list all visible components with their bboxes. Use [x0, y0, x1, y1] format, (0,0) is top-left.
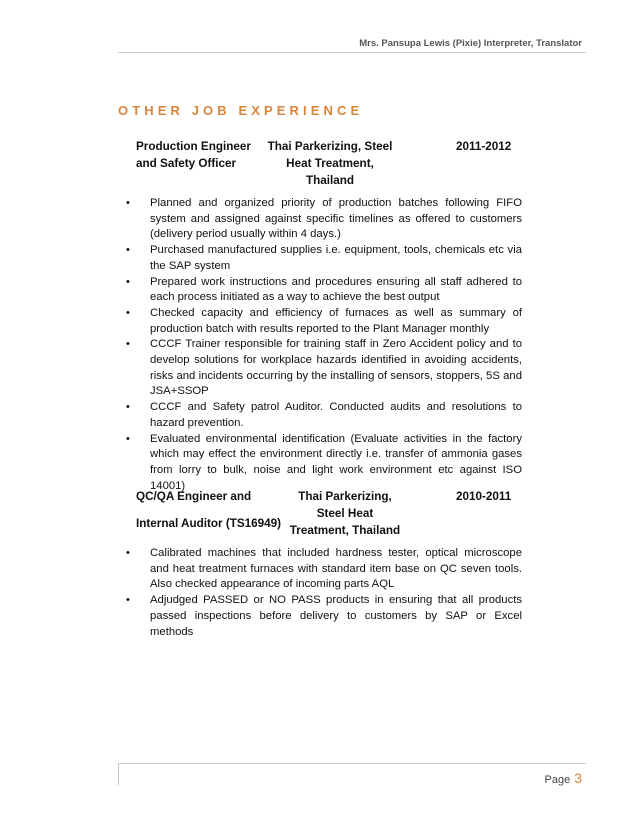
bullet-icon: • — [126, 197, 130, 209]
job-title-line: and Safety Officer — [136, 157, 237, 170]
list-item-text: CCCF Trainer responsible for training staff in Zero Accident policy and to develop solutions for workplace hazards identified in avoiding accidents, risks and incidents occurring by the installing of sensors, stoppers, 5S and JSA+SSOP — [150, 338, 522, 398]
page-header: Mrs. Pansupa Lewis (Pixie) Interpreter, Translator — [359, 38, 582, 49]
page-number — [545, 770, 583, 786]
list-item-text: Purchased manufactured supplies i.e. equipment, tools, chemicals etc via the SAP system — [150, 244, 522, 272]
list-item-text: Calibrated machines that included hardness tester, optical microscope and heat treatment furnaces with standard item base on QC seven tools. Also checked appearance of incoming parts AQL — [150, 547, 522, 591]
job-entry — [118, 138, 526, 188]
list-item-text: Evaluated environmental identification (Evaluate activities in the factory which may effect the environment directly i.e. transfer of ammonia gases from lorry to bulk, noise and light work environment etc against ISO 14001) — [150, 432, 522, 492]
header-divider — [118, 52, 586, 53]
job-header-row — [118, 138, 526, 188]
job-company-line: Steel Heat — [316, 507, 374, 520]
job-header-row — [118, 488, 526, 538]
list-item — [126, 400, 522, 431]
bullet-icon: • — [126, 432, 130, 445]
job-dates: 2010-2011 — [456, 490, 512, 503]
list-item — [126, 546, 522, 593]
bullet-icon: • — [126, 244, 130, 257]
list-item-text: Checked capacity and efficiency of furnaces as well as summary of production batch with results reported to the Plant Manager monthly — [150, 306, 522, 335]
job-duties-list — [126, 196, 522, 494]
list-item-text: Prepared work instructions and procedures ensuring all staff adhered to each process initiated as a way to achieve the best output — [150, 275, 522, 304]
job-company-line: Treatment, Thailand — [289, 524, 401, 537]
bullet-icon: • — [126, 338, 130, 351]
job-title-line: Internal Auditor (TS16949) — [136, 517, 282, 530]
list-item — [126, 432, 522, 495]
job-entry — [118, 488, 526, 538]
job-duties-list — [126, 546, 522, 640]
job-dates: 2011-2012 — [456, 140, 512, 153]
job-company-line: Thai Parkerizing, — [298, 490, 392, 503]
page-label: Page — [544, 774, 571, 786]
section-title: OTHER JOB EXPERIENCE — [118, 103, 364, 118]
bullet-icon: • — [126, 306, 130, 319]
bullet-icon: • — [126, 401, 130, 414]
bullet-icon: • — [126, 594, 130, 607]
job-company-line: Thai Parkerizing, Steel — [267, 140, 393, 153]
page-number-value: 3 — [574, 770, 582, 786]
list-item — [126, 337, 522, 400]
job-title-line: Production Engineer — [136, 140, 251, 153]
job-company — [260, 138, 400, 189]
footer-divider — [118, 763, 586, 764]
job-title-line: QC/QA Engineer and — [136, 490, 252, 503]
bullet-icon: • — [126, 275, 130, 288]
job-company — [288, 488, 402, 539]
list-item — [126, 243, 522, 274]
list-item — [126, 275, 522, 306]
list-item-text: CCCF and Safety patrol Auditor. Conducted audits and resolutions to hazard prevention. — [150, 401, 522, 429]
footer-vertical-rule — [118, 763, 119, 785]
bullet-icon: • — [126, 547, 130, 559]
job-company-line: Heat Treatment, — [286, 157, 374, 170]
list-item — [126, 593, 522, 640]
list-item-text: Adjudged PASSED or NO PASS products in ensuring that all products passed inspections before delivery to customers by SAP or Excel methods — [150, 594, 522, 638]
list-item — [126, 306, 522, 337]
list-item — [126, 196, 522, 243]
list-item-text: Planned and organized priority of production batches following FIFO system and assigned against specific timelines as offered to customers (delivery period usually within 4 days.) — [150, 197, 522, 241]
job-company-line: Thailand — [305, 174, 355, 187]
